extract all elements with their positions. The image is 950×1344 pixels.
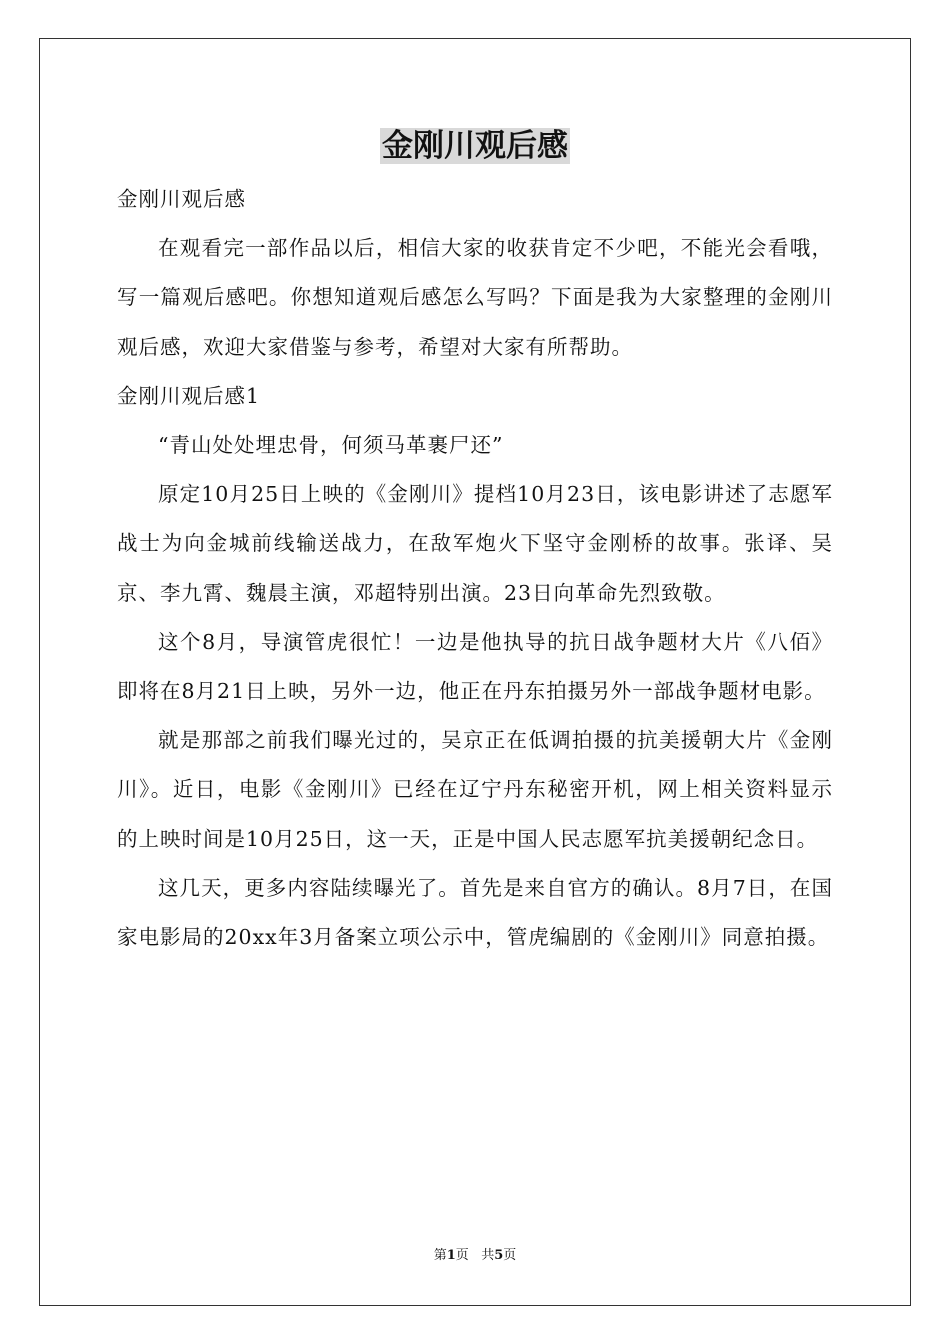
body-paragraph: 这个8月，导演管虎很忙！一边是他执导的抗日战争题材大片《八佰》即将在8月21日上映，另外一边，他正在丹东拍摄另外一部战争题材电影。 <box>117 629 833 704</box>
body-paragraph: 就是那部之前我们曝光过的，吴京正在低调拍摄的抗美援朝大片《金刚川》。近日，电影《金刚川》已经在辽宁丹东秘密开机，网上相关资料显示的上映时间是10月25日，这一天，正是中国人民志愿军抗美援朝纪念日。 <box>117 728 833 851</box>
footer-total-unit: 页 <box>503 1248 517 1263</box>
body-paragraph: 这几天，更多内容陆续曝光了。首先是来自官方的确认。8月7日，在国家电影局的20xx年3月备案立项公示中，管虎编剧的《金刚川》同意拍摄。 <box>117 875 833 950</box>
document-title <box>0 124 950 168</box>
body-paragraph: 在观看完一部作品以后，相信大家的收获肯定不少吧，不能光会看哦，写一篇观后感吧。你想知道观后感怎么写吗？下面是我为大家整理的金刚川观后感，欢迎大家借鉴与参考，希望对大家有所帮助。 <box>117 236 833 359</box>
body-paragraph: “青山处处埋忠骨，何须马革裹尸还” <box>158 433 504 458</box>
footer-page-unit: 页 <box>455 1248 469 1263</box>
document-body <box>117 175 833 962</box>
footer-page-total: 5 <box>494 1248 504 1263</box>
body-paragraph: 原定10月25日上映的《金刚川》提档10月23日，该电影讲述了志愿军战士为向金城前线输送战力，在敌军炮火下坚守金刚桥的故事。张译、吴京、李九霄、魏晨主演，邓超特别出演。23日向革命先烈致敬。 <box>117 482 833 605</box>
footer-page-current: 1 <box>446 1248 456 1263</box>
page-footer <box>0 1247 950 1265</box>
body-paragraph: 金刚川观后感 <box>117 187 246 211</box>
footer-total-prefix: 共 <box>481 1248 495 1263</box>
document-title-text: 金刚川观后感 <box>382 128 568 164</box>
body-paragraph: 金刚川观后感1 <box>117 383 261 408</box>
footer-page-prefix: 第 <box>433 1248 447 1263</box>
